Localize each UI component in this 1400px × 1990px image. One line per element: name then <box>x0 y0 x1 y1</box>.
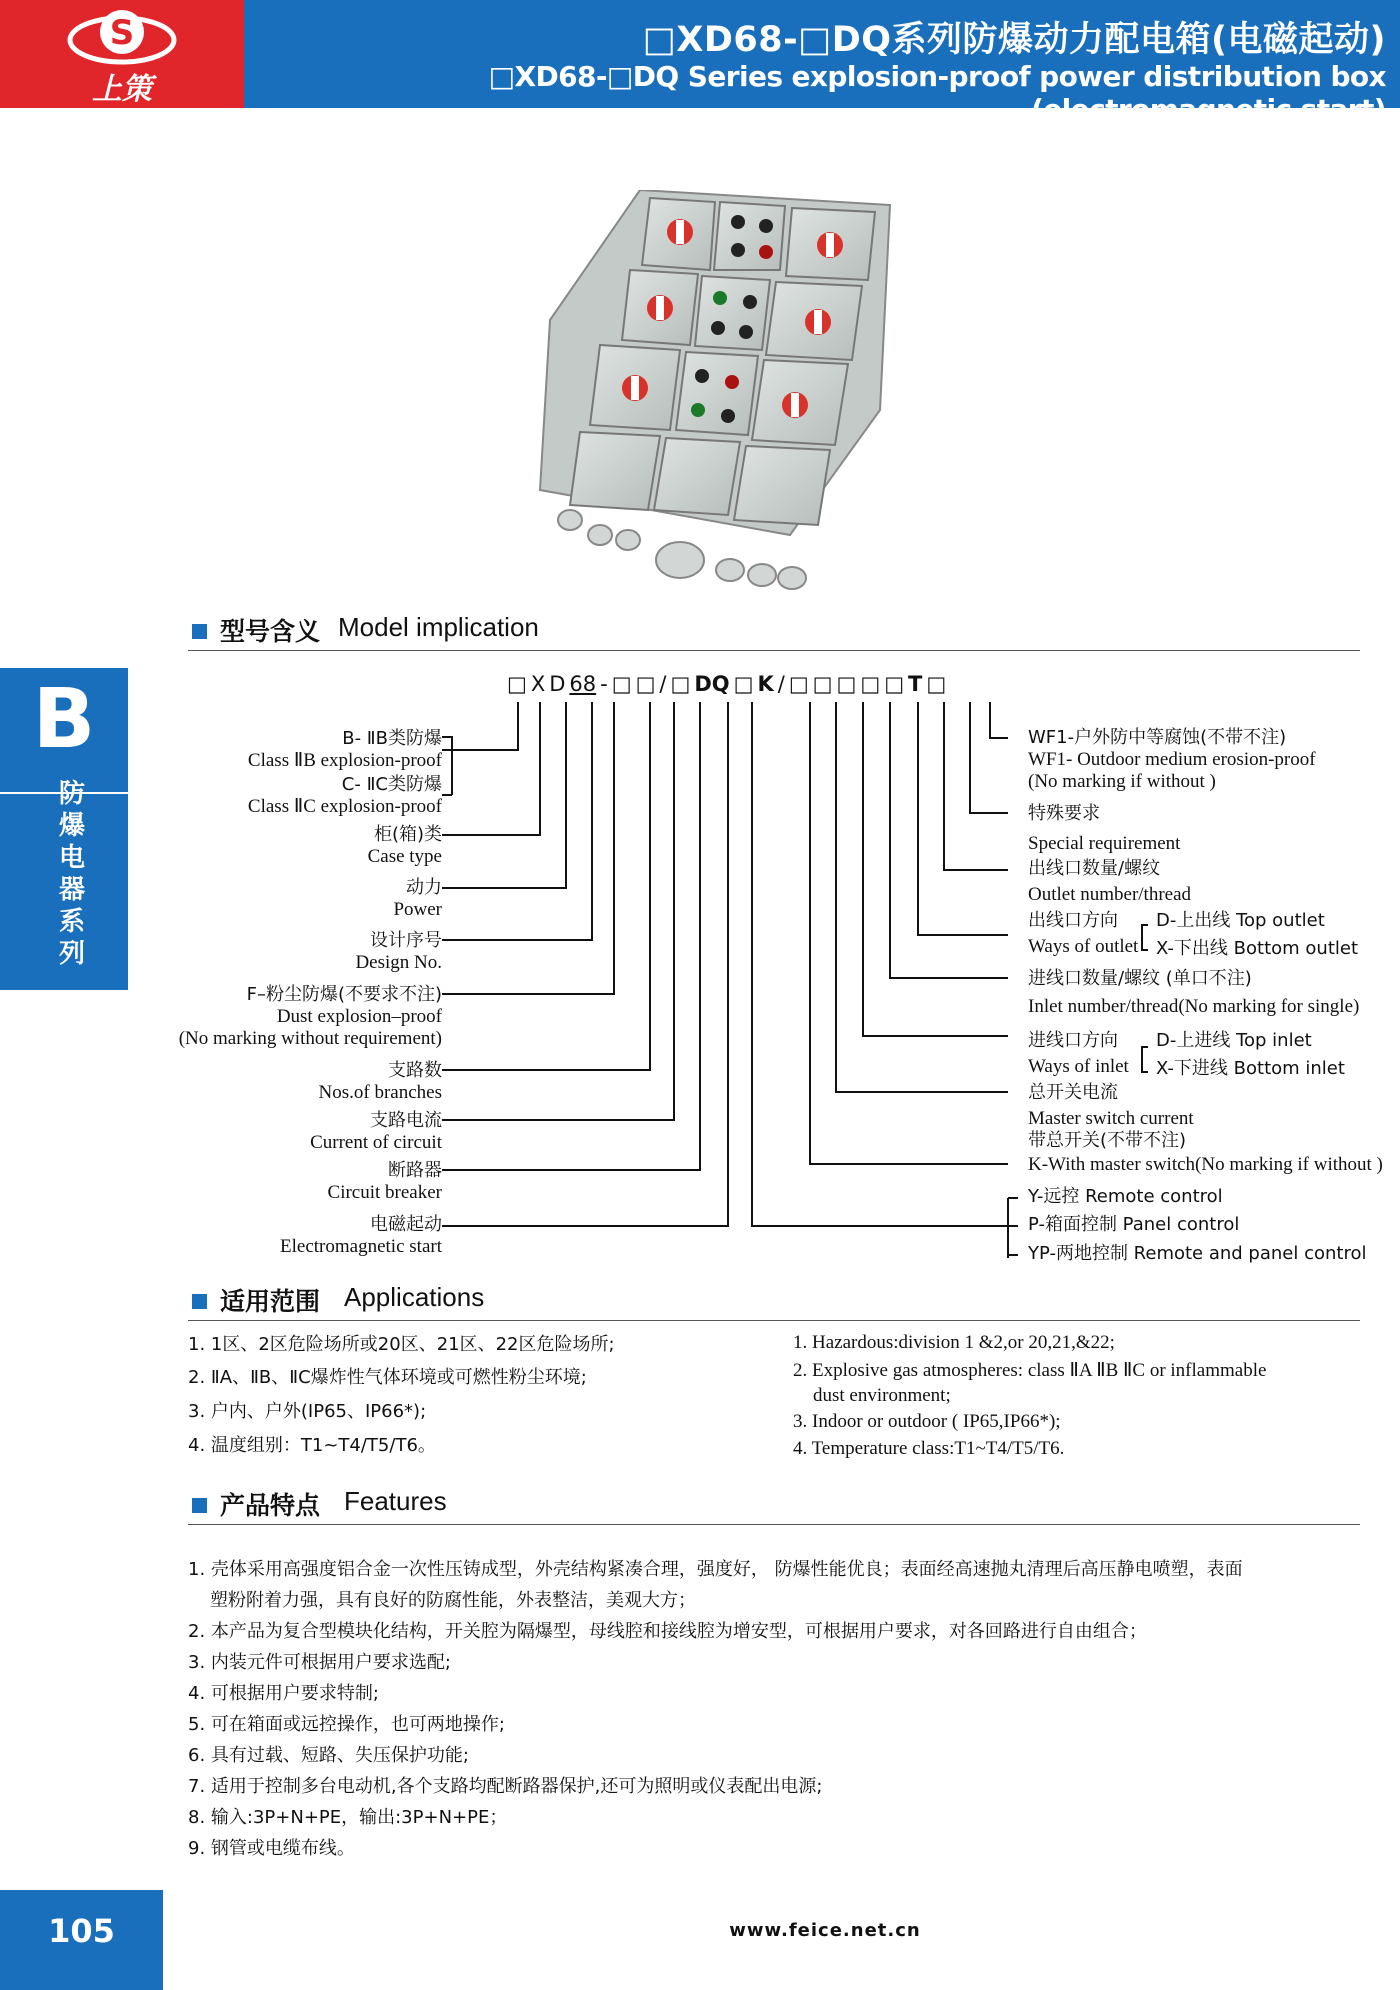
website-url: www.feice.net.cn <box>729 1920 921 1941</box>
feature-2: 2. 本产品为复合型模块化结构，开关腔为隔爆型，母线腔和接线腔为增安型，可根据用户要求，对各回路进行自由组合； <box>188 1621 1147 1642</box>
feature-8: 8. 输入:3P+N+PE，输出:3P+N+PE； <box>188 1807 508 1828</box>
section-title-cn: 型号含义 <box>220 617 321 646</box>
feature-7: 7. 适用于控制多台电动机,各个支路均配断路器保护,还可为照明或仪表配出电源; <box>188 1776 823 1797</box>
feature-3: 3. 内装元件可根据用户要求选配; <box>188 1652 451 1673</box>
label-class-iic: C- ⅡC类防爆 Class ⅡC explosion-proof <box>247 774 442 817</box>
side-tab-text: 防爆电器系列 <box>58 779 85 969</box>
label-outlet-top: D-上出线 Top outlet <box>1156 910 1325 931</box>
label-case-type: 柜(箱)类 Case type <box>367 824 442 867</box>
model-code-part: X <box>530 672 546 696</box>
page-number-box <box>0 1890 163 1990</box>
application-cn-1: 1. 1区、2区危险场所或20区、21区、22区危险场所; <box>188 1334 615 1355</box>
label-power: 动力 Power <box>393 877 442 920</box>
application-en-3: 3. Indoor or outdoor ( IP65,IP66*); <box>793 1411 1061 1432</box>
model-code-part: □ <box>507 672 527 696</box>
feature-5: 5. 可在箱面或远控操作，也可两地操作; <box>188 1714 505 1735</box>
label-inlet-bottom: X-下进线 Bottom inlet <box>1156 1058 1345 1079</box>
model-code-part: / <box>777 672 785 696</box>
model-code-part: □ <box>670 672 691 696</box>
application-cn-2: 2. ⅡA、ⅡB、ⅡC爆炸性气体环境或可燃性粉尘环境; <box>188 1367 587 1388</box>
model-code-part: / <box>659 672 667 696</box>
label-master-current: 总开关电流 Master switch current <box>1028 1082 1194 1129</box>
model-code-part: 68 <box>569 672 597 696</box>
label-control-panel: P-箱面控制 Panel control <box>1028 1214 1240 1235</box>
label-control-remote: Y-远控 Remote control <box>1028 1186 1223 1207</box>
section-title-en: Features <box>344 1486 447 1516</box>
label-outlet-bottom: X-下出线 Bottom outlet <box>1156 938 1359 959</box>
application-en-4: 4. Temperature class:T1~T4/T5/T6. <box>793 1438 1065 1459</box>
model-code-part: □ <box>611 672 632 696</box>
label-master-switch: 带总开关(不带不注) K-With master switch(No marking if without ) <box>1028 1130 1383 1175</box>
svg-text:S: S <box>109 13 135 53</box>
model-code-part: □ <box>860 672 881 696</box>
label-circuit-breaker: 断路器 Circuit breaker <box>327 1160 442 1203</box>
feature-1: 1. 壳体采用高强度铝合金一次性压铸成型，外壳结构紧凑合理，强度好， 防爆性能优良；表面经高速抛丸清理后高压静电喷塑，表面 <box>188 1559 1243 1580</box>
page-title-cn: □XD68-□DQ系列防爆动力配电箱(电磁起动) <box>642 20 1386 60</box>
section-title-en: Model implication <box>338 612 539 642</box>
label-dust-proof: F–粉尘防爆(不要求不注) Dust explosion–proof (No marking without requirement) <box>178 984 442 1049</box>
label-inlet-direction: 进线口方向 Ways of inlet <box>1028 1030 1129 1077</box>
side-tab-letter: B <box>32 672 96 767</box>
application-en-1: 1. Hazardous:division 1 &2,or 20,21,&22; <box>793 1332 1115 1353</box>
model-code-part: □ <box>812 672 833 696</box>
feature-6: 6. 具有过载、短路、失压保护功能; <box>188 1745 469 1766</box>
model-code-part: D <box>549 672 566 696</box>
model-code-part: □ <box>635 672 656 696</box>
model-code-part: □ <box>884 672 905 696</box>
label-outlet-number: 出线口数量/螺纹 Outlet number/thread <box>1028 858 1192 905</box>
label-outlet-direction: 出线口方向 Ways of outlet <box>1028 910 1139 957</box>
label-wf1: WF1-户外防中等腐蚀(不带不注) WF1- Outdoor medium erosion-proof (No marking if without ) <box>1028 727 1316 792</box>
model-code-part: □ <box>733 672 754 696</box>
application-en-2: 2. Explosive gas atmospheres: class ⅡA ⅡB ⅡC or inflammable <box>793 1360 1267 1381</box>
application-en-2b: dust environment; <box>813 1385 951 1406</box>
label-electromagnetic-start: 电磁起动 Electromagnetic start <box>280 1214 442 1257</box>
section-side-tab <box>0 668 128 990</box>
feature-1-cont: 塑粉附着力强，具有良好的防腐性能，外表整洁，美观大方； <box>210 1590 696 1611</box>
page-number: 105 <box>48 1912 115 1950</box>
section-title-cn: 产品特点 <box>220 1491 321 1520</box>
brand-name: 上策 <box>92 72 152 107</box>
feature-9: 9. 钢管或电缆布线。 <box>188 1838 355 1859</box>
section-features <box>188 1484 1360 1525</box>
model-code-part: DQ <box>694 672 730 696</box>
model-code-part: □ <box>788 672 809 696</box>
model-code-part: □ <box>836 672 857 696</box>
section-title-cn: 适用范围 <box>220 1287 321 1316</box>
model-code-part: K <box>757 672 774 696</box>
label-control-both: YP-两地控制 Remote and panel control <box>1028 1243 1367 1264</box>
label-design-no: 设计序号 Design No. <box>355 930 442 973</box>
page-title-en: □XD68-□DQ Series explosion-proof power distribution box (electromagnetic start) <box>488 60 1386 126</box>
model-code-part: - <box>600 672 608 696</box>
section-title-en: Applications <box>344 1282 485 1312</box>
section-applications <box>188 1280 1360 1321</box>
label-branches: 支路数 Nos.of branches <box>318 1060 442 1103</box>
label-special: 特殊要求 Special requirement <box>1028 803 1181 854</box>
label-inlet-number: 进线口数量/螺纹 (单口不注) Inlet number/thread(No marking for single) <box>1028 968 1360 1017</box>
label-inlet-top: D-上进线 Top inlet <box>1156 1030 1312 1051</box>
model-code-part: □ <box>926 672 947 696</box>
model-code-part: T <box>908 672 923 696</box>
section-bullet-icon <box>192 1294 207 1309</box>
label-class-iib: B- ⅡB类防爆 Class ⅡB explosion-proof <box>247 728 442 771</box>
application-cn-4: 4. 温度组别：T1~T4/T5/T6。 <box>188 1435 436 1456</box>
section-bullet-icon <box>192 1498 207 1513</box>
feature-4: 4. 可根据用户要求特制; <box>188 1683 379 1704</box>
application-cn-3: 3. 户内、户外(IP65、IP66*); <box>188 1401 427 1422</box>
label-circuit-current: 支路电流 Current of circuit <box>310 1110 442 1153</box>
